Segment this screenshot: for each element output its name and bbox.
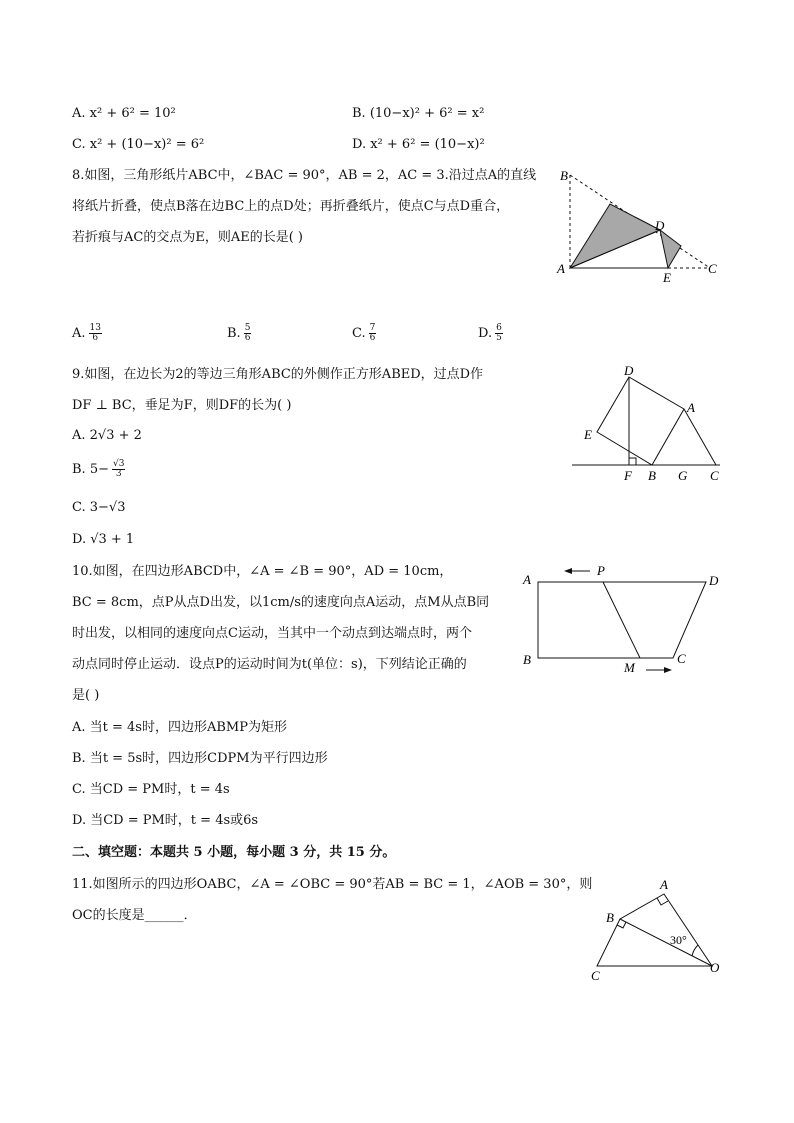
q8-option-a — [72, 324, 102, 343]
q11-right-angle-a — [657, 898, 668, 905]
q8-option-b-letter: B. — [227, 326, 241, 341]
q9-side-ac — [684, 409, 716, 465]
q10-arrow-m-head — [664, 667, 672, 673]
q10-label-c: C — [677, 651, 686, 666]
q10-label-p: P — [597, 563, 605, 578]
q11-text-line2: OC的长度是______． — [72, 908, 197, 923]
q8-option-b — [227, 324, 251, 343]
q9-option-a: A. 2√3 + 2 — [72, 428, 142, 443]
q10-option-b: B. 当t = 5s时，四边形CDPM为平行四边形 — [72, 751, 328, 766]
q10-option-d: D. 当CD = PM时，t = 4s或6s — [72, 813, 259, 828]
q11-text-line1: 11.如图所示的四边形OABC，∠A = ∠OBC = 90°若AB = BC = 1，∠AOB = 30°，则 — [72, 877, 593, 892]
q11-angle-label: 30° — [670, 933, 687, 947]
q9-label-f: F — [624, 468, 632, 483]
q8-option-c-letter: C. — [352, 326, 366, 341]
q8-figure — [548, 162, 728, 288]
q9-label-e: E — [584, 427, 592, 442]
q8-option-b-den: 6 — [244, 333, 251, 343]
q10-label-m: M — [624, 660, 635, 675]
q8-option-d-num: 6 — [496, 323, 502, 333]
q8-option-a-letter: A. — [72, 326, 86, 341]
q9-figure — [568, 362, 728, 486]
q9-label-c: C — [710, 468, 719, 483]
q11-label-c: C — [591, 968, 600, 983]
q8-option-c — [352, 324, 376, 343]
q9-option-b-num: √3 — [112, 459, 125, 469]
q9-option-d: D. √3 + 1 — [72, 532, 135, 547]
q9-right-angle-mark — [629, 458, 636, 465]
q9-square-abed — [597, 377, 684, 465]
q10-option-c: C. 当CD = PM时，t = 4s — [72, 782, 230, 797]
q11-label-o: O — [710, 960, 720, 975]
q10-text-line2: BC = 8cm，点P从点D出发，以1cm/s的速度向点A运动，点M从点B同 — [72, 595, 490, 610]
q10-arrow-p-head — [564, 568, 572, 574]
q7-option-b: B. (10−x)² + 6² = x² — [352, 106, 485, 121]
q11-label-b: B — [606, 910, 614, 925]
q11-label-a: A — [660, 877, 668, 892]
q11-quadrilateral — [597, 894, 712, 966]
q8-text-line3: 若折痕与AC的交点为E，则AE的长是( ) — [72, 230, 303, 245]
q8-label-c: C — [708, 261, 717, 276]
q8-option-d-letter: D. — [478, 326, 493, 341]
q11-angle-arc — [692, 945, 698, 956]
q8-text-line1: 8.如图，三角形纸片ABC中，∠BAC = 90°，AB = 2，AC = 3.沿过点A的直线 — [72, 168, 537, 183]
q10-label-d: D — [709, 573, 719, 588]
q8-text-line2: 将纸片折叠，使点B落在边BC上的点D处；再折叠纸片，使点C与点D重合， — [72, 199, 510, 214]
q10-figure — [516, 560, 726, 680]
q8-option-c-num: 7 — [369, 323, 376, 333]
q9-label-d: D — [624, 363, 634, 378]
q7-option-a: A. x² + 6² = 10² — [72, 106, 176, 121]
q9-option-b — [72, 460, 125, 479]
q9-text-line2: DF ⊥ BC，垂足为F，则DF的长为( ) — [72, 398, 292, 413]
q8-label-b: B — [560, 168, 568, 183]
q8-label-e: E — [663, 270, 671, 285]
q11-ob-line — [620, 919, 712, 966]
q8-label-a: A — [557, 261, 565, 276]
q7-option-c: C. x² + (10−x)² = 6² — [72, 137, 205, 152]
q8-label-d: D — [655, 218, 665, 233]
section-2-title: 二、填空题：本题共 5 小题，每小题 3 分，共 15 分。 — [72, 845, 396, 860]
q10-text-line5: 是( ) — [72, 688, 100, 703]
q7-option-d: D. x² + 6² = (10−x)² — [352, 137, 485, 152]
q9-text-line1: 9.如图，在边长为2的等边三角形ABC的外侧作正方形ABED，过点D作 — [72, 367, 484, 382]
q9-label-b: B — [648, 468, 656, 483]
q11-figure — [584, 874, 724, 984]
q8-option-d — [478, 324, 503, 343]
q8-option-b-num: 5 — [244, 323, 251, 333]
q9-option-b-den: 3 — [115, 469, 122, 479]
q10-text-line1: 10.如图，在四边形ABCD中，∠A = ∠B = 90°，AD = 10cm， — [72, 564, 453, 579]
q9-label-g: G — [678, 468, 688, 483]
q8-shaded-triangle-2 — [660, 230, 681, 268]
q8-option-c-den: 6 — [369, 333, 376, 343]
q10-text-line4: 动点同时停止运动．设点P的运动时间为t(单位：s)，下列结论正确的 — [72, 657, 467, 672]
q8-option-a-num: 13 — [89, 323, 101, 333]
q10-pm-line — [603, 582, 640, 658]
q9-option-c: C. 3−√3 — [72, 500, 126, 515]
q10-option-a: A. 当t = 4s时，四边形ABMP为矩形 — [72, 720, 287, 735]
q9-label-a: A — [687, 400, 695, 415]
q10-text-line3: 时出发，以相同的速度向点C运动，当其中一个动点到达端点时，两个 — [72, 626, 472, 641]
q8-option-a-den: 6 — [92, 333, 99, 343]
q10-label-b: B — [523, 652, 531, 667]
q9-option-b-prefix: B. 5− — [72, 462, 109, 477]
q8-option-d-den: 5 — [496, 333, 502, 343]
q10-label-a: A — [523, 572, 531, 587]
